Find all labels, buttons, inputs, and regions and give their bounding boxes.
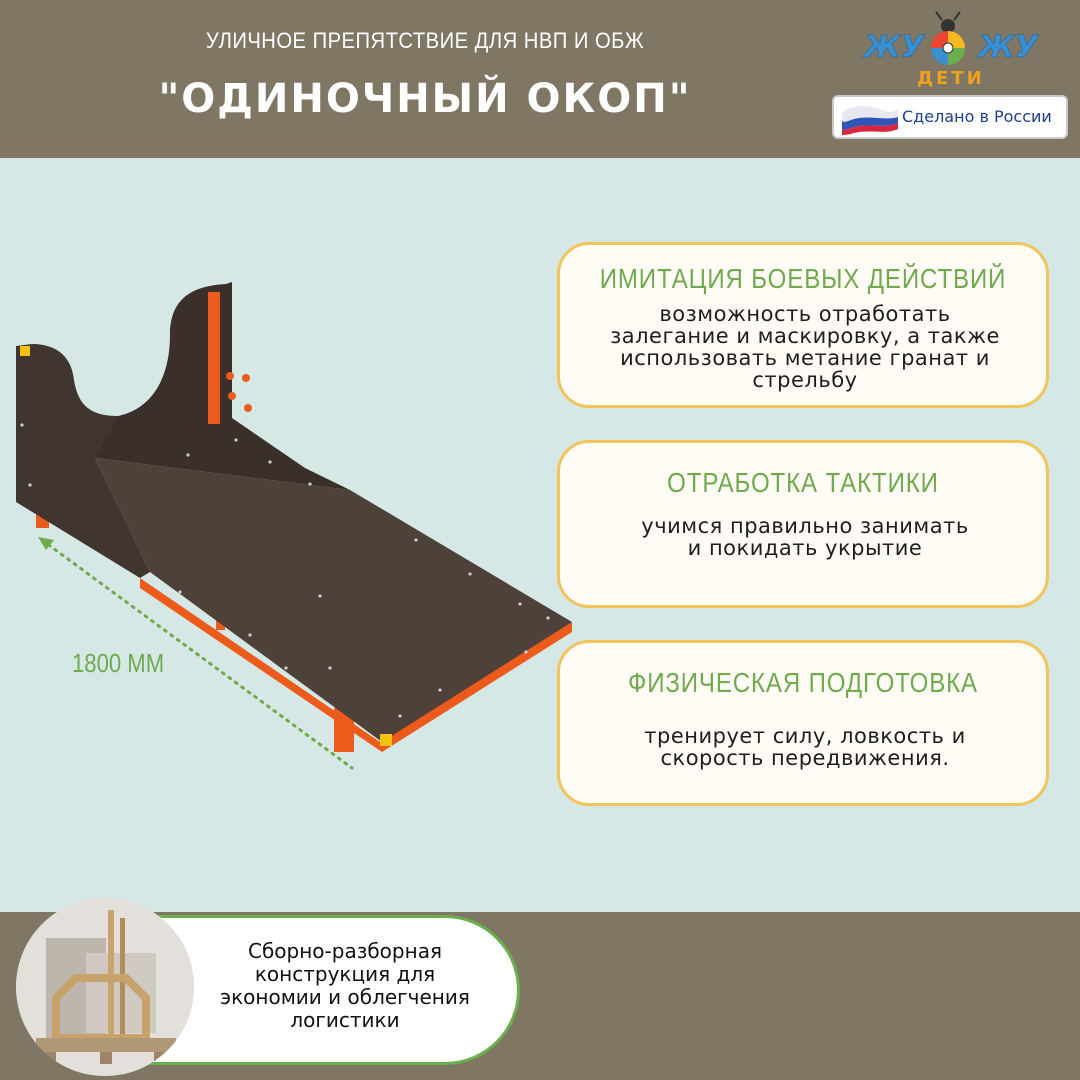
feature-line: залегание и маскировку, а также	[610, 324, 1000, 348]
dimension-label: 1800 ММ	[72, 648, 165, 678]
made-in-russia-text: Сделано в России	[902, 107, 1052, 126]
footer-line: экономии и облегчения	[220, 985, 470, 1009]
made-in-russia-badge	[832, 95, 1068, 139]
grip-knob	[244, 404, 252, 412]
footer-line: логистики	[290, 1008, 400, 1032]
brand-logo	[862, 10, 1042, 90]
grip-knob	[242, 374, 250, 382]
feature-title: ИМИТАЦИЯ БОЕВЫХ ДЕЙСТВИЙ	[599, 263, 1007, 294]
trench-model-illustration	[0, 270, 600, 790]
feature-line: учимся правильно занимать	[641, 514, 969, 538]
feature-description	[580, 725, 1030, 769]
grip-knob	[228, 392, 236, 400]
feature-line: возможность отработать	[659, 302, 951, 326]
russia-flag-icon	[840, 101, 900, 135]
feature-card-combat	[557, 242, 1049, 408]
feature-line: стрельбу	[752, 368, 858, 392]
feature-line: скорость передвижения.	[660, 746, 950, 770]
ladybug-icon	[920, 10, 976, 72]
footer-line: конструкция для	[254, 962, 436, 986]
corner-cap	[380, 734, 392, 746]
feature-line: тренирует силу, ловкость и	[644, 724, 966, 748]
footer-line: Сборно-разборная	[248, 939, 442, 963]
feature-line: и покидать укрытие	[687, 536, 923, 560]
feature-description	[580, 515, 1030, 559]
page-title: "ОДИНОЧНЫЙ ОКОП"	[158, 76, 692, 122]
feature-line: использовать метание гранат и	[620, 346, 990, 370]
corner-cap	[20, 346, 30, 356]
brand-sub: ДЕТИ	[917, 68, 985, 89]
packed-kit-photo	[16, 898, 194, 1076]
brand-word-right: ЖУ	[978, 30, 1038, 65]
feature-card-tactics	[557, 440, 1049, 608]
feature-card-physical	[557, 640, 1049, 806]
grip-knob	[226, 372, 234, 380]
brand-word-left: ЖУ	[864, 30, 924, 65]
footer-description	[190, 940, 500, 1032]
page-subtitle: УЛИЧНОЕ ПРЕПЯТСТВИЕ ДЛЯ НВП И ОБЖ	[205, 28, 645, 53]
grip-knob	[210, 356, 218, 364]
feature-description	[580, 303, 1030, 391]
dimension-arrowhead	[38, 537, 54, 550]
packed-kit-illustration	[16, 898, 194, 1076]
feature-title: ОТРАБОТКА ТАКТИКИ	[667, 467, 939, 498]
feature-title: ФИЗИЧЕСКАЯ ПОДГОТОВКА	[628, 667, 978, 698]
